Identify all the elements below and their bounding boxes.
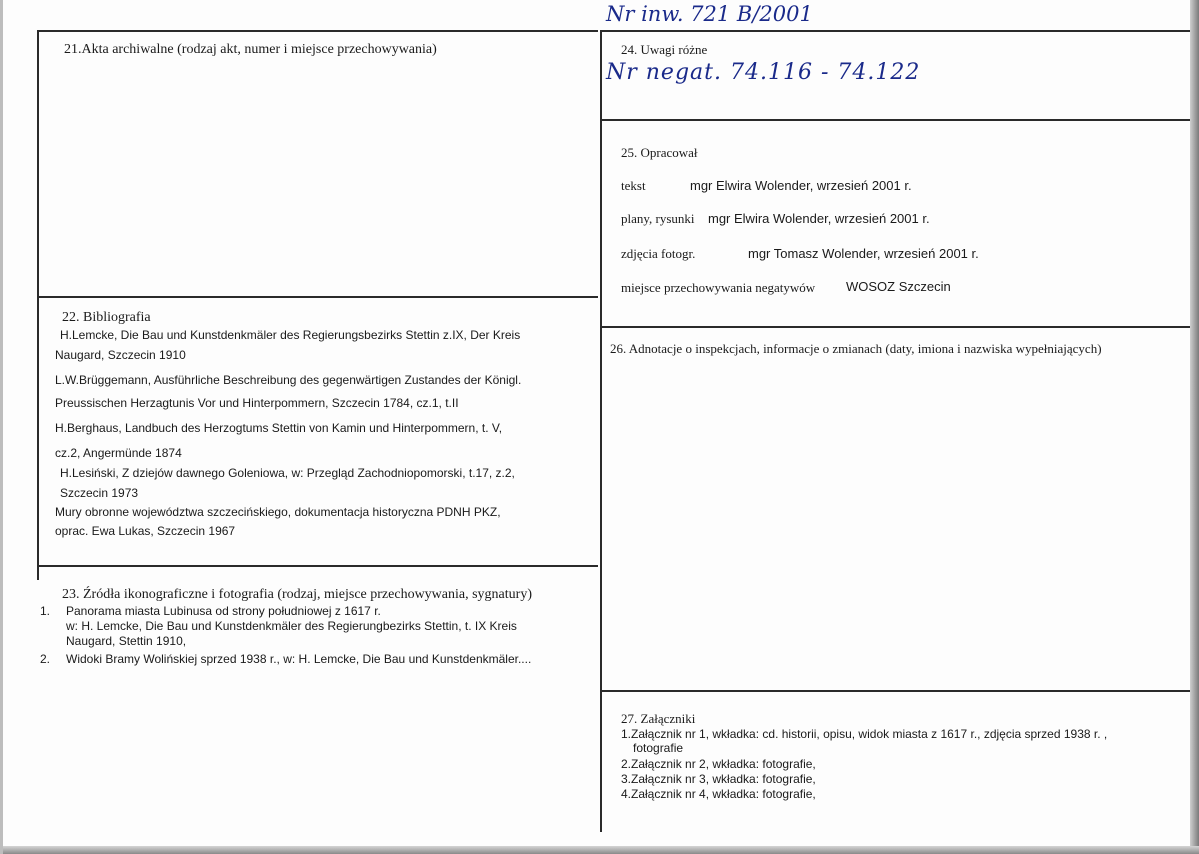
source-item-number: 1. [40, 604, 51, 618]
attachment-line: fotografie [633, 741, 684, 755]
bibliography-line: Preussischen Herzagtunis Vor und Hinterpommern, Szczecin 1784, cz.1, t.II [55, 396, 459, 410]
section-27-title: 27. Załączniki [621, 711, 696, 726]
bibliography-line: Mury obronne województwa szczecińskiego, dokumentacja historyczna PDNH PKZ, [55, 505, 501, 519]
left-border [37, 30, 39, 580]
scan-edge-left [0, 0, 3, 854]
top-border-right [601, 30, 1190, 32]
author-photos-value: mgr Tomasz Wolender, wrzesień 2001 r. [748, 246, 979, 261]
top-border-left [37, 30, 598, 32]
bibliography-line: H.Berghaus, Landbuch des Herzogtums Stettin von Kamin und Hinterpommern, t. V, [55, 421, 503, 435]
negative-numbers-note: Nr negat. 74.116 - 74.122 [606, 60, 921, 85]
author-text-label: tekst [621, 178, 646, 193]
divider-22-23 [37, 565, 598, 567]
column-divider [600, 30, 602, 832]
bibliography-line: Szczecin 1973 [60, 486, 139, 500]
section-21-title: 21.Akta archiwalne (rodzaj akt, numer i miejsce przechowywania) [64, 42, 437, 57]
divider-26-27 [601, 690, 1190, 692]
bibliography-line: H.Lesiński, Z dziejów dawnego Goleniowa, w: Przegląd Zachodniopomorski, t.17, z.2, [60, 466, 515, 480]
attachment-line: 2.Załącznik nr 2, wkładka: fotografie, [621, 757, 816, 771]
source-item-line: Panorama miasta Lubinusa od strony południowej z 1617 r. [66, 604, 381, 618]
author-plans-label: plany, rysunki [621, 211, 695, 226]
source-item-line: Naugard, Stettin 1910, [66, 634, 187, 648]
attachment-line: 1.Załącznik nr 1, wkładka: cd. historii, opisu, widok miasta z 1617 r., zdjęcia sprzed 1938 r. , [621, 727, 1108, 741]
bibliography-line: oprac. Ewa Lukas, Szczecin 1967 [55, 524, 236, 538]
scan-edge-bottom [0, 846, 1199, 854]
author-photos-label: zdjęcia fotogr. [621, 246, 696, 261]
bibliography-line: Naugard, Szczecin 1910 [55, 348, 186, 362]
attachment-line: 3.Załącznik nr 3, wkładka: fotografie, [621, 772, 816, 786]
section-25-title: 25. Opracował [621, 145, 698, 160]
section-23-title: 23. Źródła ikonograficzne i fotografia (rodzaj, miejsce przechowywania, sygnatury) [62, 587, 532, 602]
author-plans-value: mgr Elwira Wolender, wrzesień 2001 r. [708, 211, 930, 226]
bibliography-line: L.W.Brüggemann, Ausführliche Beschreibung des gegenwärtigen Zustandes der Königl. [55, 373, 522, 387]
section-24-title: 24. Uwagi różne [621, 42, 708, 57]
source-item-line: w: H. Lemcke, Die Bau und Kunstdenkmäler des Regierungbezirks Stettin, t. IX Kreis [66, 619, 517, 633]
inventory-number: Nr inw. 721 B/2001 [606, 2, 813, 26]
negatives-storage-value: WOSOZ Szczecin [846, 279, 951, 294]
negatives-storage-label: miejsce przechowywania negatywów [621, 280, 816, 295]
divider-25-26 [601, 326, 1190, 328]
bibliography-line: cz.2, Angermünde 1874 [55, 446, 182, 460]
source-item-number: 2. [40, 652, 51, 666]
divider-24-25 [601, 119, 1190, 121]
attachment-line: 4.Załącznik nr 4, wkładka: fotografie, [621, 787, 816, 801]
section-22-title: 22. Bibliografia [62, 310, 151, 325]
section-26-title: 26. Adnotacje o inspekcjach, informacje o zmianach (daty, imiona i nazwiska wypełniających) [610, 341, 1102, 356]
scan-edge-right [1190, 0, 1199, 854]
source-item-line: Widoki Bramy Wolińskiej sprzed 1938 r., w: H. Lemcke, Die Bau und Kunstdenkmäler.... [66, 652, 532, 666]
bibliography-line: H.Lemcke, Die Bau und Kunstdenkmäler des Regierungsbezirks Stettin z.IX, Der Kreis [60, 328, 521, 342]
divider-21-22 [37, 296, 598, 298]
author-text-value: mgr Elwira Wolender, wrzesień 2001 r. [690, 178, 912, 193]
